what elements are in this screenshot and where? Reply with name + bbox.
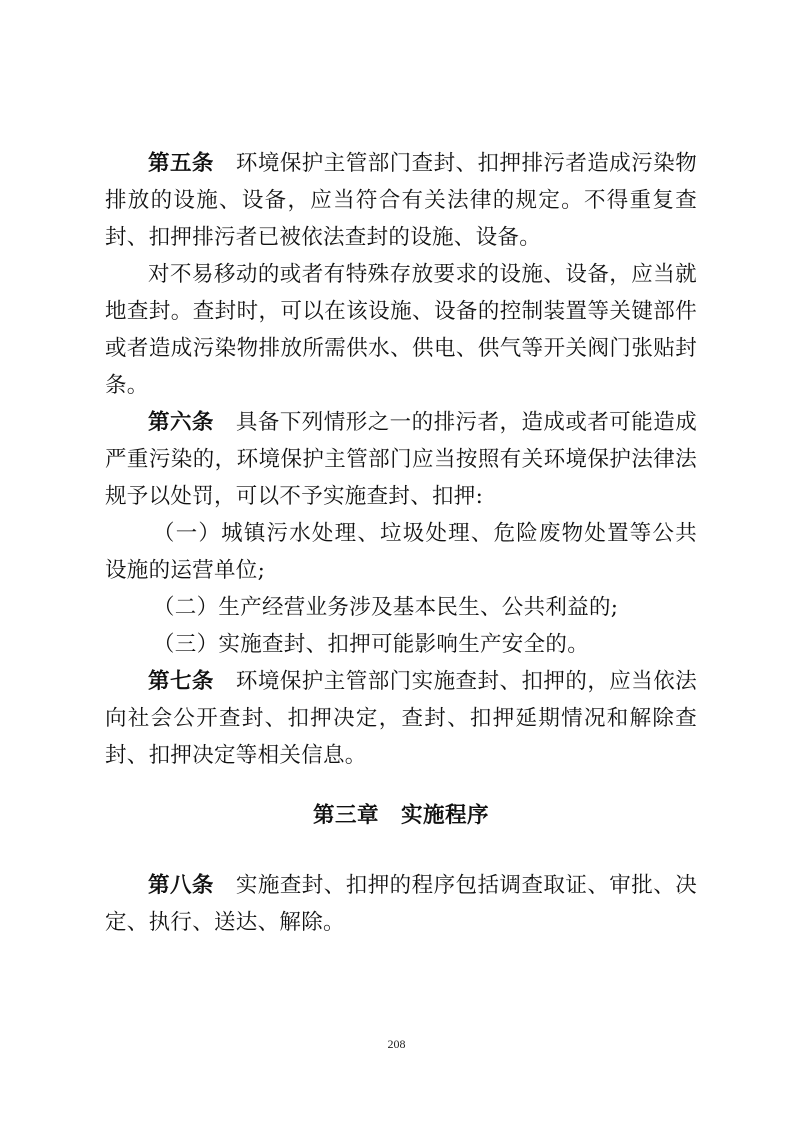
article-7-label: 第七条 — [148, 669, 214, 694]
chapter-heading — [105, 797, 697, 834]
article-8-label: 第八条 — [148, 873, 214, 898]
article-8-paragraph — [105, 867, 697, 941]
page-number: 208 — [387, 1037, 406, 1051]
chapter-number: 第三章 — [312, 803, 379, 828]
article-7-paragraph — [105, 663, 697, 774]
article-5-label: 第五条 — [148, 151, 214, 176]
article-5-paragraph — [105, 145, 697, 256]
article-7-text: 环境保护主管部门实施查封、扣押的，应当依法向社会公开查封、扣押决定，查封、扣押延期情况和解除查封、扣押决定等相关信息。 — [105, 669, 697, 768]
article-5-text: 环境保护主管部门查封、扣押排污者造成污染物排放的设施、设备，应当符合有关法律的规定。不得重复查封、扣押排污者已被依法查封的设施、设备。 — [105, 151, 697, 250]
article-6-label: 第六条 — [148, 410, 214, 435]
article-6-paragraph — [105, 404, 697, 515]
article-5-paragraph-2: 对不易移动的或者有特殊存放要求的设施、设备，应当就地查封。查封时，可以在该设施、设备的控制装置等关键部件或者造成污染物排放所需供水、供电、供气等开关阀门张贴封条。 — [105, 262, 697, 398]
article-6-item-2: （二）生产经营业务涉及基本民生、公共利益的; — [153, 595, 619, 620]
article-6-item-3: （三）实施查封、扣押可能影响生产安全的。 — [153, 632, 590, 657]
document-body — [105, 145, 697, 941]
article-8-text: 实施查封、扣押的程序包括调查取证、审批、决定、执行、送达、解除。 — [105, 873, 697, 935]
article-6-text: 具备下列情形之一的排污者，造成或者可能造成严重污染的，环境保护主管部门应当按照有关环境保护法律法规予以处罚，可以不予实施查封、扣押: — [105, 410, 697, 509]
chapter-title: 实施程序 — [401, 803, 490, 828]
article-6-item-1: （一）城镇污水处理、垃圾处理、危险废物处置等公共设施的运营单位; — [105, 521, 697, 583]
